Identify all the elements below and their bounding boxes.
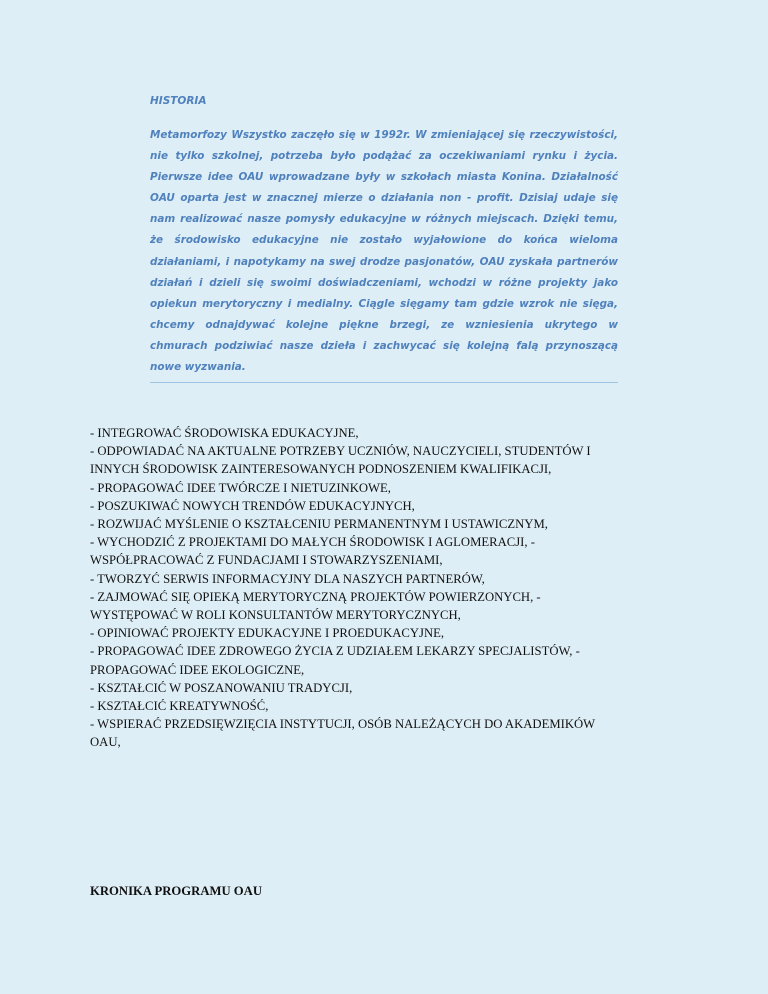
goal-line: INNYCH ŚRODOWISK ZAINTERESOWANYCH PODNOSZENIEM KWALIFIKACJI, [90,462,552,477]
goals-list [90,424,680,752]
goal-line: - PROPAGOWAĆ IDEE ZDROWEGO ŻYCIA Z UDZIAŁEM LEKARZY SPECJALISTÓW, - [90,644,580,659]
history-text: Metamorfozy Wszystko zaczęło się w 1992r. W zmieniającej się rzeczywistości, nie tylko szkolnej, potrzeba było podążać za oczekiwaniami rynku i życia. Pierwsze idee OAU wprowadzane były w szkołach miasta Konina. Działalność OAU oparta jest w znacznej mierze o działania non - profit. Dzisiaj udaje się nam realizować nasze pomysły edukacyjne w różnych miejscach. Dzięki temu, że środowisko edukacyjne nie zostało wyjałowione do końca wieloma działaniami, i napotykamy na swej drodze pasjonatów, OAU zyskała partnerów działań i dzieli się swoimi doświadczeniami, wchodzi w różne projekty jako opiekun merytoryczny i medialny. Ciągle sięgamy tam gdzie wzrok nie sięga, chcemy odnajdywać kolejne piękne brzegi, ze wzniesienia ukrytego w chmurach podziwiać nasze dzieła i zachwycać się kolejną falą przynoszącą nowe wyzwania. [150,125,618,383]
history-heading: HISTORIA [150,95,207,107]
chronicle-title: KRONIKA PROGRAMU OAU [90,884,262,898]
goal-line: - POSZUKIWAĆ NOWYCH TRENDÓW EDUKACYJNYCH, [90,498,415,513]
goal-line: WYSTĘPOWAĆ W ROLI KONSULTANTÓW MERYTORYCZNYCH, [90,608,461,623]
goal-line: - INTEGROWAĆ ŚRODOWISKA EDUKACYJNE, [90,426,359,440]
goal-line: OAU, [90,735,121,750]
goal-line: - ZAJMOWAĆ SIĘ OPIEKĄ MERYTORYCZNĄ PROJEKTÓW POWIERZONYCH, - [90,589,541,604]
goal-line: - PROPAGOWAĆ IDEE TWÓRCZE I NIETUZINKOWE, [90,480,391,495]
goal-line: - ODPOWIADAĆ NA AKTUALNE POTRZEBY UCZNIÓW, NAUCZYCIELI, STUDENTÓW I [90,444,591,459]
goal-line: - OPINIOWAĆ PROJEKTY EDUKACYJNE I PROEDUKACYJNE, [90,626,445,641]
goal-line: - KSZTAŁCIĆ KREATYWNOŚĆ, [90,699,269,714]
goal-line: - TWORZYĆ SERWIS INFORMACYJNY DLA NASZYCH PARTNERÓW, [90,571,485,586]
goal-line: - WSPIERAĆ PRZEDSIĘWZIĘCIA INSTYTUCJI, OSÓB NALEŻĄCYCH DO AKADEMIKÓW [90,717,596,732]
history-section [150,94,618,383]
goal-line: PROPAGOWAĆ IDEE EKOLOGICZNE, [90,662,305,677]
goal-line: - ROZWIJAĆ MYŚLENIE O KSZTAŁCENIU PERMANENTNYM I USTAWICZNYM, [90,517,548,532]
goal-line: - KSZTAŁCIĆ W POSZANOWANIU TRADYCJI, [90,680,353,695]
goal-line: - WYCHODZIĆ Z PROJEKTAMI DO MAŁYCH ŚRODOWISK I AGLOMERACJI, - [90,535,535,550]
goal-line: WSPÓŁPRACOWAĆ Z FUNDACJAMI I STOWARZYSZENIAMI, [90,553,443,568]
